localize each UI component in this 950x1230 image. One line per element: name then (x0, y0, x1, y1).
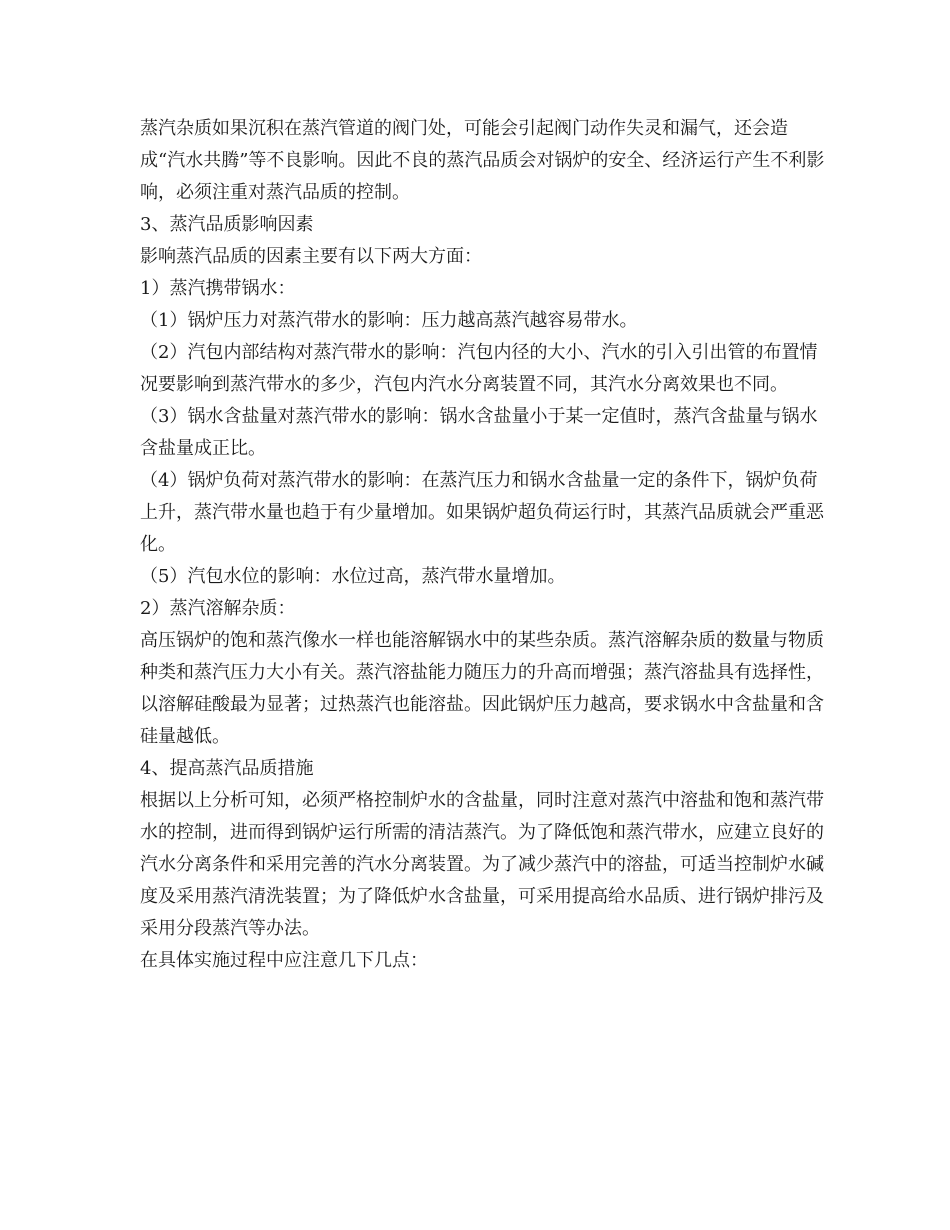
heading-improvement-measures: 4、提高蒸汽品质措施 (140, 758, 314, 779)
document-body (140, 113, 830, 977)
paragraph-steam-impurity-effects: 蒸汽杂质如果沉积在蒸汽管道的阀门处，可能会引起阀门动作失灵和漏气，还会造成“汽水共腾”等不良影响。因此不良的蒸汽品质会对锅炉的安全、经济运行产生不利影响，必须注重对蒸汽品质的控制。 (140, 118, 825, 203)
paragraph-dissolved-impurities: 高压锅炉的饱和蒸汽像水一样也能溶解锅水中的某些杂质。蒸汽溶解杂质的数量与物质种类和蒸汽压力大小有关。蒸汽溶盐能力随压力的升高而增强；蒸汽溶盐具有选择性，以溶解硅酸最为显著；过热蒸汽也能溶盐。因此锅炉压力越高，要求锅水中含盐量和含硅量越低。 (140, 630, 824, 747)
paragraph-factors-intro: 影响蒸汽品质的因素主要有以下两大方面： (140, 246, 482, 267)
list-item-drum-structure: （2）汽包内部结构对蒸汽带水的影响：汽包内径的大小、汽水的引入引出管的布置情况要影响到蒸汽带水的多少，汽包内汽水分离装置不同，其汽水分离效果也不同。 (140, 342, 818, 395)
heading-steam-quality-factors: 3、蒸汽品质影响因素 (140, 214, 314, 235)
paragraph-implementation-notes: 在具体实施过程中应注意几下几点： (140, 950, 428, 971)
subheading-steam-dissolved-impurities: 2）蒸汽溶解杂质： (140, 598, 296, 619)
paragraph-improvement-measures: 根据以上分析可知，必须严格控制炉水的含盐量，同时注意对蒸汽中溶盐和饱和蒸汽带水的控制，进而得到锅炉运行所需的清洁蒸汽。为了降低饱和蒸汽带水，应建立良好的汽水分离条件和采用完善的汽水分离装置。为了减少蒸汽中的溶盐，可适当控制炉水碱度及采用蒸汽清洗装置；为了降低炉水含盐量，可采用提高给水品质、进行锅炉排污及采用分段蒸汽等办法。 (140, 790, 824, 939)
list-item-drum-water-level: （5）汽包水位的影响：水位过高，蒸汽带水量增加。 (140, 566, 566, 587)
list-item-salt-content: （3）锅水含盐量对蒸汽带水的影响：锅水含盐量小于某一定值时，蒸汽含盐量与锅水含盐量成正比。 (140, 406, 818, 459)
subheading-steam-carrying-water: 1）蒸汽携带锅水： (140, 278, 296, 299)
list-item-boiler-pressure: （1）锅炉压力对蒸汽带水的影响：压力越高蒸汽越容易带水。 (140, 310, 638, 331)
list-item-boiler-load: （4）锅炉负荷对蒸汽带水的影响：在蒸汽压力和锅水含盐量一定的条件下，锅炉负荷上升，蒸汽带水量也趋于有少量增加。如果锅炉超负荷运行时，其蒸汽品质就会严重恶化。 (140, 470, 824, 555)
